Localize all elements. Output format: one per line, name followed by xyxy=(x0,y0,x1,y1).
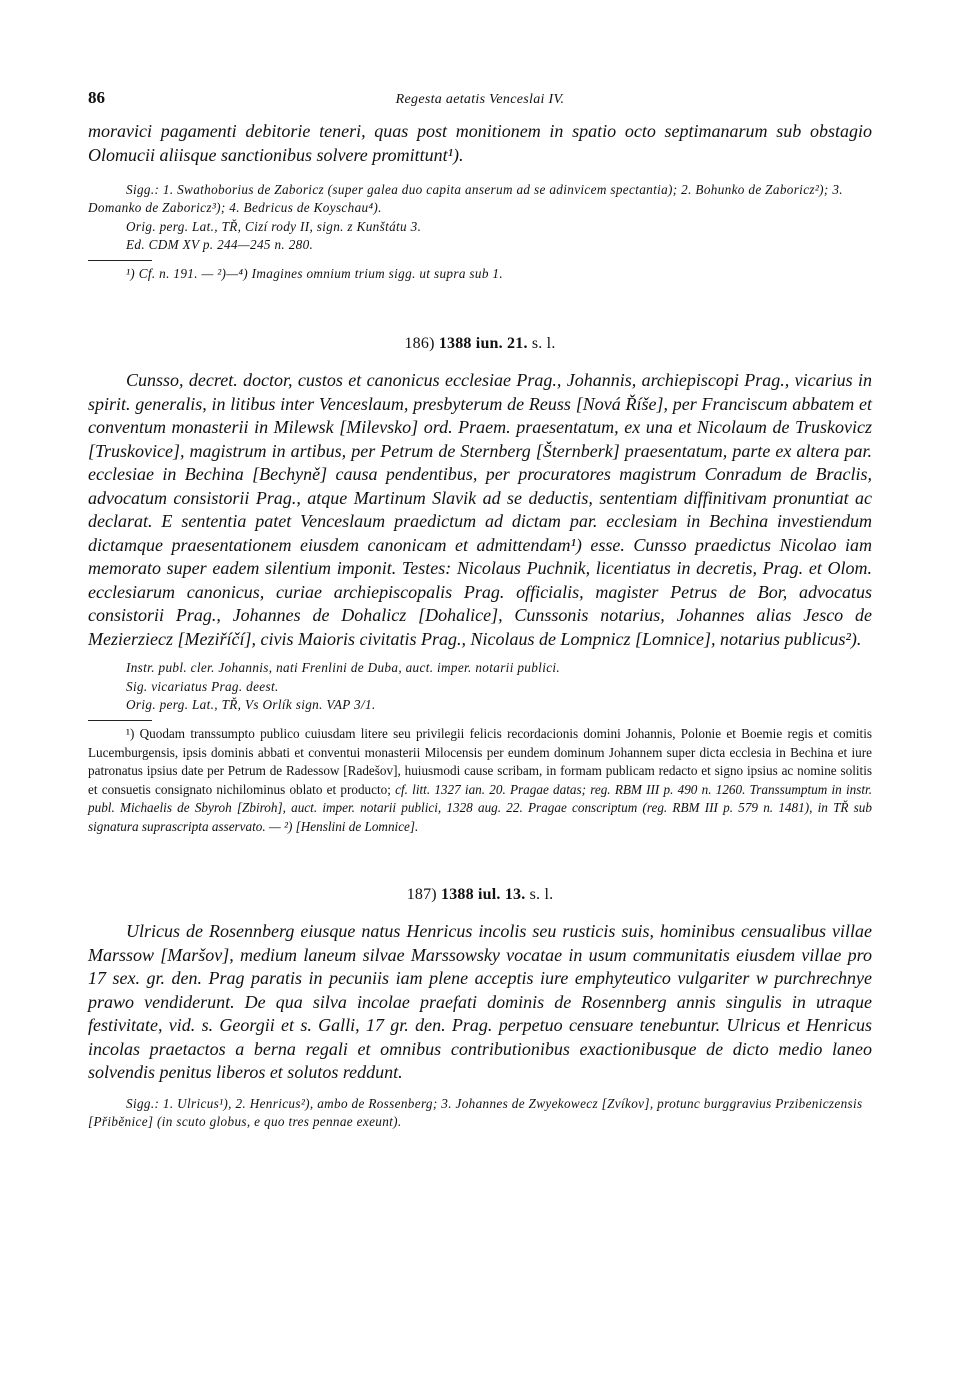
doc185-note-orig: Orig. perg. Lat., TŘ, Cizí rody II, sign. z Kunštátu 3. xyxy=(126,218,422,234)
doc186-footnote-refs: cf. litt. 1327 ian. 20. Pragae datas; reg. RBM III p. 490 n. 1260. Transsumptum in instr. publ. Michaelis de Sbyroh [Zbiroh], auct. imper. notarii publici, 1328 aug. 22. Pragae conscriptum (reg. RBM III p. 579 n. 1481), in TŘ sub signatura suprascripta asservato. — ²) [Henslini de Lomnice]. xyxy=(88,781,873,834)
doc185-note-ed: Ed. CDM XV p. 244—245 n. 280. xyxy=(126,236,314,252)
doc187-number: 187) xyxy=(406,886,437,904)
doc186-text: Cunsso, decret. doctor, custos et canonicus ecclesiae Prag., Johannis, archiepiscopi Prag., vicarius in spirit. generalis, in litibus inter Venceslaum, presbyterum de Reuss [Nová Říše], per Franciscum abbatem et conventum monasterii in Milewsk [Milevsko] ord. Praem. praesentatum, ex una et Nicolaum de Truskovicz [Truskovice], magistrum in artibus, per Petrum de Sternberg [Šternberk] praesentatum, parte ex altera par. ecclesiae in Bechina [Bechyně] causa pendentibus, per procuratores magistrum Conradum de Braclis, advocatum consistorii Prag., atque Martinum Slavik ad se deductis, sententiam diffinitivam pronuntiat ac declarat. E sententia patet Venceslaum praedictum ad dictam par. ecclesiam in Bechina investiendum dictamque praesentationem eiusdem canonicam et admittendam¹) esse. Cunsso praedictus Nicolao iam memorato super eadem silentium imponit. Testes: Nicolaus Puchnik, licentiatus in decretis, Prag. et Olom. ecclesiarum canonicus, curiae archiepiscopalis Prag. officialis, magister Petrus de Bor, advocatus consistorii Prag., Johannes de Dohalicz [Dohalice], Cunssonis notarius, Johannes alias Jesco de Mezierziecz [Meziříčí], civis Maioris civitatis Prag., Nicolaus de Lompnicz [Lomnice], notarius publicus²). xyxy=(88,370,872,649)
doc187-heading xyxy=(88,886,872,904)
doc187-date: 1388 iul. 13. xyxy=(441,886,526,904)
doc185-footnote: ¹) Cf. n. 191. — ²)—⁴) Imagines omnium trium sigg. ut supra sub 1. xyxy=(126,266,504,282)
doc185-notes xyxy=(88,181,872,254)
doc186-notes xyxy=(88,659,872,714)
document-page xyxy=(88,80,872,1131)
doc186-date: 1388 iun. 21. xyxy=(438,335,528,353)
footnote-separator xyxy=(88,260,152,261)
doc187-place: s. l. xyxy=(529,886,554,904)
doc186-note-sig: Sig. vicariatus Prag. deest. xyxy=(126,678,279,694)
doc187-note-sigg: Sigg.: 1. Ulricus¹), 2. Henricus²), ambo de Rossenberg; 3. Johannes de Zwyekowecz [Zvíkov], protunc burggravius Przibeniczensis [Přiběnice] (in scuto globus, e quo tres pennae exeunt). xyxy=(88,1095,863,1130)
doc186-note-instr: Instr. publ. cler. Johannis, nati Frenlini de Duba, auct. imper. notarii publici. xyxy=(126,660,561,676)
running-title: Regesta aetatis Venceslai IV. xyxy=(395,92,565,107)
doc185-note-sigg: Sigg.: 1. Swathoborius de Zaboricz (super galea duo capita anserum ad se adinvicem spectantia); 2. Bohunko de Zaboricz²); 3. Domanko de Zaboricz³); 4. Bedricus de Koyschau⁴). xyxy=(88,182,843,216)
doc186-footnote xyxy=(88,725,872,836)
doc186-heading xyxy=(88,335,872,353)
doc187-text: Ulricus de Rosennberg eiusque natus Henricus incolis seu rusticis suis, hominibus censualibus villae Marssow [Maršov], medium laneum silvae Marssowsky vocatae in usum communitatis eiusdem villae pro 17 sex. gr. den. Prag paratis in pecuniis iam plene acceptis iure emphyteutico vulgariter w purchrechnye prawo vendiderunt. De qua silva incolae praefati dominis de Rosennberg annis singulis in utraque festivitate, vid. s. Georgii et s. Galli, 17 gr. den. Prag. perpetuo censuare tenebuntur. Ulricus et Henricus incolas praetactos a berna regali et omnibus contributionibus exactionibusque de dicto medio laneo solvendis penitus liberos et solutos reddunt. xyxy=(88,921,872,1083)
footnote-separator xyxy=(88,720,152,721)
doc185-text: moravici pagamenti debitorie teneri, quas post monitionem in spatio octo septimanarum sub obstagio Olomucii aliisque sanctionibus solvere promittunt¹). xyxy=(88,121,872,165)
doc187-notes xyxy=(88,1095,872,1132)
page-number: 86 xyxy=(88,88,105,107)
doc186-number: 186) xyxy=(404,335,435,353)
doc186-place: s. l. xyxy=(531,335,556,353)
doc186-footnote-text: ¹) Quodam transsumpto publico cuiusdam litere seu privilegii felicis recordacionis domini Johannis, Polonie et Boemie regis et comitis Lucemburgensis, ipsis dominis abbati et conventui monasterii Milocensis per eundem dominum Johannem super dicta ecclesia in Bechina et iure patronatus ipsius date per Petrum de Radessow [Radešov], huiusmodi cause scribam, in formam publicam redacto et signo ipsius ac nomine solitis et consuetis consignato nichilominus oblato et producto; xyxy=(88,726,872,797)
doc186-note-orig: Orig. perg. Lat., TŘ, Vs Orlík sign. VAP 3/1. xyxy=(126,697,376,713)
page-header xyxy=(88,80,872,120)
